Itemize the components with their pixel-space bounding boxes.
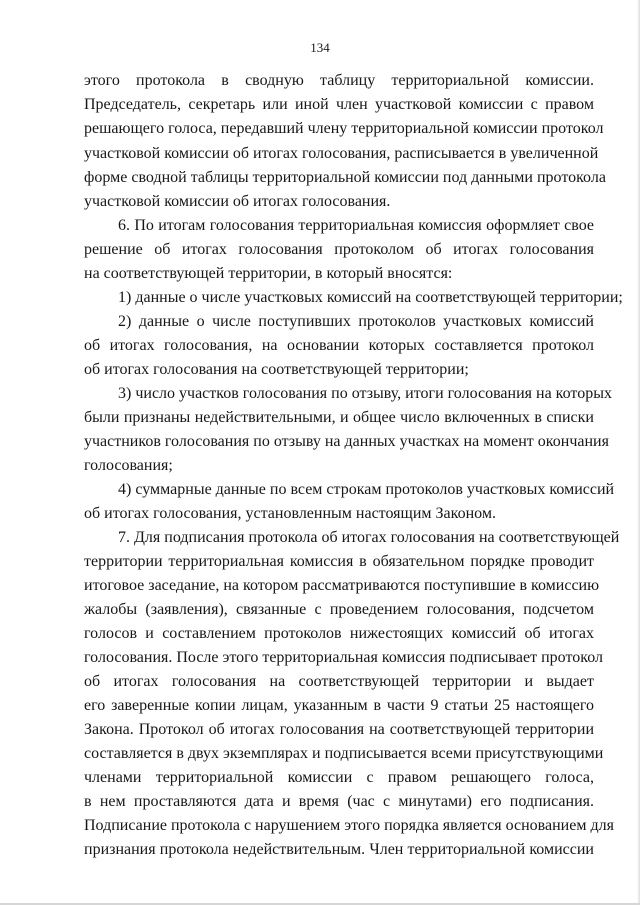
text-line: голосования. После этого территориальная комиссия подписывает протокол xyxy=(84,649,603,666)
list-item-4: 4) суммарные данные по всем строкам протоколов участковых комиссий xyxy=(118,481,615,498)
text-line: решение об итогах голосования протоколом об итогах голосования xyxy=(84,241,594,258)
text-line: голосования; xyxy=(84,457,173,474)
text-line: участковой комиссии об итогах голосования. xyxy=(84,193,391,210)
paragraph-6-start: 6. По итогам голосования территориальная комиссия оформляет свое xyxy=(118,217,594,234)
text-line: участников голосования по отзыву на данных участках на момент окончания xyxy=(84,433,609,450)
page-number: 134 xyxy=(310,40,330,55)
text-line: решающего голоса, передавший члену территориальной комиссии протокол xyxy=(84,120,604,137)
text-line: участковой комиссии об итогах голосования, расписывается в увеличенной xyxy=(84,145,599,162)
text-line: форме сводной таблицы территориальной комиссии под данными протокола xyxy=(84,169,606,186)
text-line: голосов и составлением протоколов нижестоящих комиссий об итогах xyxy=(84,625,594,642)
text-line: итоговое заседание, на котором рассматриваются поступившие в комиссию xyxy=(84,577,600,594)
text-line: Закона. Протокол об итогах голосования на соответствующей территории xyxy=(84,721,594,738)
text-line: на соответствующей территории, в который вносятся: xyxy=(84,265,453,282)
text-line: об итогах голосования, на основании которых составляется протокол xyxy=(84,337,594,354)
list-item-3: 3) число участков голосования по отзыву, итоги голосования на которых xyxy=(118,385,612,402)
text-line: членами территориальной комиссии с правом решающего голоса, xyxy=(84,769,594,786)
text-line: признания протокола недействительным. Член территориальной комиссии xyxy=(84,841,594,858)
text-line: об итогах голосования, установленным настоящим Законом. xyxy=(84,505,496,522)
text-line: жалобы (заявления), связанные с проведением голосования, подсчетом xyxy=(84,601,594,618)
text-line: этого протокола в сводную таблицу территориальной комиссии. xyxy=(84,72,594,89)
paragraph-7-start: 7. Для подписания протокола об итогах голосования на соответствующей xyxy=(118,529,620,546)
text-line: об итогах голосования на соответствующей территории; xyxy=(84,361,469,378)
text-line: составляется в двух экземплярах и подписывается всеми присутствующими xyxy=(84,745,604,762)
text-line: Подписание протокола с нарушением этого порядка является основанием для xyxy=(84,817,614,834)
text-line: Председатель, секретарь или иной член участковой комиссии с правом xyxy=(84,96,594,113)
text-line: были признаны недействительными, и общее число включенных в списки xyxy=(84,409,594,426)
text-line: территории территориальная комиссия в обязательном порядке проводит xyxy=(84,553,594,570)
text-line: в нем проставляются дата и время (час с минутами) его подписания. xyxy=(84,793,594,810)
list-item-1: 1) данные о числе участковых комиссий на соответствующей территории; xyxy=(118,289,623,306)
list-item-2: 2) данные о числе поступивших протоколов участковых комиссий xyxy=(118,313,594,330)
text-line: его заверенные копии лицам, указанным в части 9 статьи 25 настоящего xyxy=(84,697,594,714)
text-line: об итогах голосования на соответствующей территории и выдает xyxy=(84,673,594,690)
